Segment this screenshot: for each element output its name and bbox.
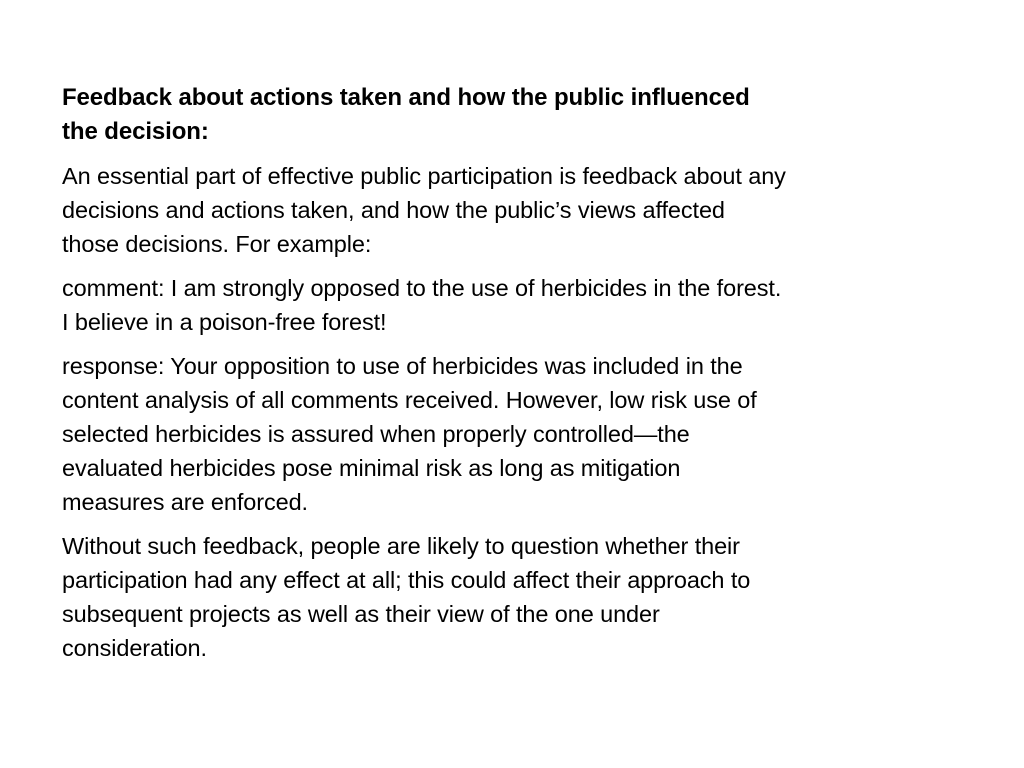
- conclusion-line: consideration.: [62, 635, 207, 661]
- slide-heading: [62, 81, 972, 149]
- intro-paragraph: [62, 159, 972, 261]
- conclusion-line: Without such feedback, people are likely to question whether their: [62, 533, 740, 559]
- response-line: evaluated herbicides pose minimal risk as long as mitigation: [62, 455, 681, 481]
- intro-line: decisions and actions taken, and how the public’s views affected: [62, 197, 725, 223]
- comment-line: comment: I am strongly opposed to the use of herbicides in the forest.: [62, 275, 782, 301]
- conclusion-line: subsequent projects as well as their view of the one under: [62, 601, 660, 627]
- comment-line: I believe in a poison-free forest!: [62, 309, 387, 335]
- comment-paragraph: [62, 271, 972, 339]
- conclusion-line: participation had any effect at all; this could affect their approach to: [62, 567, 751, 593]
- response-paragraph: [62, 349, 972, 519]
- conclusion-paragraph: [62, 529, 972, 665]
- response-line: content analysis of all comments received. However, low risk use of: [62, 387, 757, 413]
- intro-line: those decisions. For example:: [62, 231, 372, 257]
- response-line: selected herbicides is assured when properly controlled—the: [62, 421, 690, 447]
- slide-body: [62, 81, 972, 675]
- heading-line: Feedback about actions taken and how the public influenced: [62, 84, 750, 111]
- response-line: response: Your opposition to use of herbicides was included in the: [62, 353, 743, 379]
- heading-line: the decision:: [62, 118, 209, 145]
- response-line: measures are enforced.: [62, 489, 308, 515]
- intro-line: An essential part of effective public participation is feedback about any: [62, 163, 786, 189]
